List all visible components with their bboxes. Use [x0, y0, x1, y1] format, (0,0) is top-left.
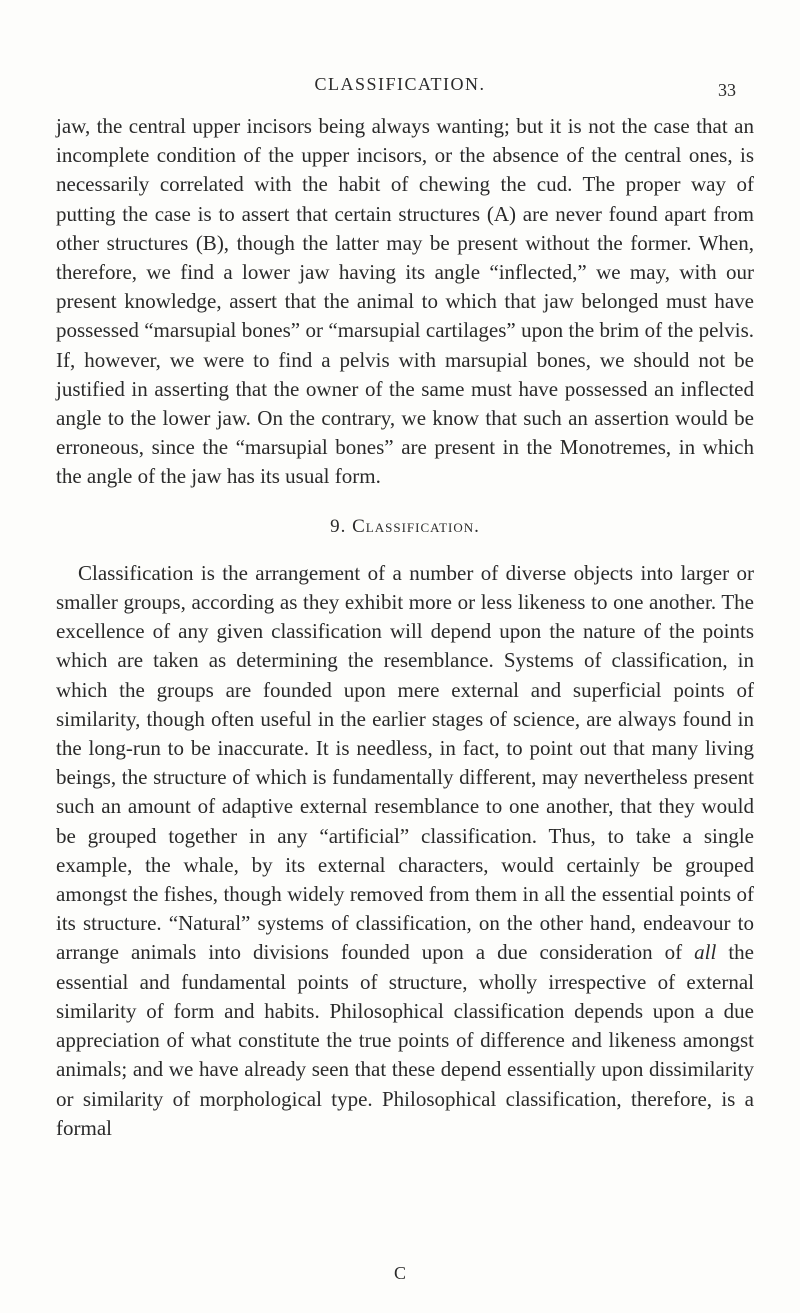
page-number: 33 [718, 80, 736, 100]
section-heading [56, 512, 754, 541]
section-number: 9. [330, 515, 347, 537]
paragraph-classification [56, 559, 754, 1143]
emphasized-word: all [694, 940, 717, 965]
paragraph-continuation: jaw, the central upper incisors being always wanting; but it is not the case that an incomplete condition of the upper incisors, or the absence of the central ones, is necessarily correlated with the habit of chewing the cud. The proper way of putting the case is to assert that certain structures (A) are never found apart from other structures (B), though the latter may be present without the former. When, therefore, we find a lower jaw having its angle “inflected,” we may, with our present knowledge, assert that the animal to which that jaw belonged must have possessed “marsupial bones” or “marsupial cartilages” upon the brim of the pelvis. If, however, we were to find a pelvis with marsupial bones, we should not be justified in asserting that the owner of the same must have possessed an inflected angle to the lower jaw. On the contrary, we know that such an assertion would be erroneous, since the “marsupial bones” are present in the Monotremes, in which the angle of the jaw has its usual form. [56, 114, 754, 489]
signature-mark: C [393, 1263, 406, 1283]
paragraph-text-part-2: the essential and fundamental points of structure, wholly irrespective of external similarity of form and habits. Philosophical classification depends upon a due appreciation of what constitute the true points of difference and likeness amongst animals; and we have already seen that these depend essentially upon dissimilarity or similarity of morphological type. Philosophical classification, therefore, is a formal [56, 940, 754, 1140]
paragraph-text-part-1: Classification is the arrangement of a number of diverse objects into larger or smaller groups, according as they exhibit more or less likeness to one another. The excellence of any given classification will depend upon the nature of the points which are taken as determining the resemblance. Systems of classification, in which the groups are founded upon mere external and superficial points of similarity, though often useful in the earlier stages of science, are always found in the long-run to be inaccurate. It is needless, in fact, to point out that many living beings, the structure of which is fundamentally different, may nevertheless present such an amount of adaptive external resemblance to one another, that they would be grouped together in any “artificial” classification. Thus, to take a single example, the whale, by its external characters, would certainly be grouped amongst the fishes, though widely removed from them in all the essential points of its structure. “Natural” systems of classification, on the other hand, endeavour to arrange animals into divisions founded upon a due consideration of [56, 560, 754, 965]
body-text [56, 112, 754, 1143]
running-head: CLASSIFICATION. [314, 74, 486, 94]
section-title: Classification. [352, 515, 480, 537]
